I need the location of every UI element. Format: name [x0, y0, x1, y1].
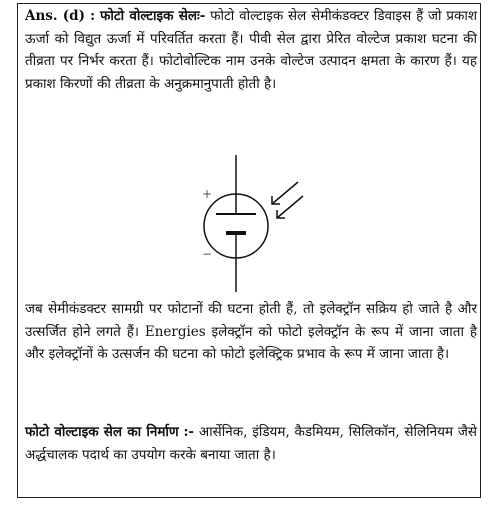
construction-paragraph — [25, 421, 477, 466]
construction-heading: फोटो वोल्टाइक सेल का निर्माण — [25, 424, 179, 440]
minus-label: − — [202, 247, 213, 261]
effect-paragraph: जब सेमीकंडक्टर सामग्री पर फोटानों की घटना होती हैं, तो इलेक्ट्रॉन सक्रिय हो जाते है और उत्सर्जित होने लगते हैं। Energies इलेक्ट्रॉन को फोटो इलेक्ट्रॉन के रूप में जाना जाता है और इलेक्ट्रॉनों के उत्सर्जन की घटना को फोटो इलेक्ट्रिक प्रभाव के रूप में जाना जाता है। — [25, 301, 477, 362]
light-arrow-2 — [277, 196, 303, 218]
heading: फोटो वोल्टाइक सेलः- — [99, 8, 206, 24]
light-arrow-1 — [272, 182, 298, 204]
plus-label: + — [202, 187, 213, 201]
light-arrows — [272, 182, 303, 218]
construction-separator: :- — [183, 424, 195, 440]
intro-text: फोटो वोल्टाइक सेल सेमीकंडक्टर डिवाइस हैं जो प्रकाश ऊर्जा को विद्युत ऊर्जा में परिवर्तित करता हैं। पीवी सेल द्वारा प्रेरित वोल्टेज प्रकाश घटना की तीव्रता पर निर्भर करता हैं। फोटोवोल्टिक नाम उनके वोल्टेज उत्पादन क्षमता के कारण हैं। यह प्रकाश किरणों की तीव्रता के अनुक्रमानुपाती होती है। — [25, 8, 478, 92]
photovoltaic-cell-diagram — [190, 150, 310, 295]
intro-paragraph — [25, 5, 477, 95]
construction-text: आर्सेनिक, इंडियम, कैडमियम, सिलिकॉन, सेलिनियम जैसे अर्द्धचालक पदार्थ का उपयोग करके बनाया जाता है। — [25, 424, 477, 463]
answer-label: Ans. (d) : — [25, 8, 96, 24]
